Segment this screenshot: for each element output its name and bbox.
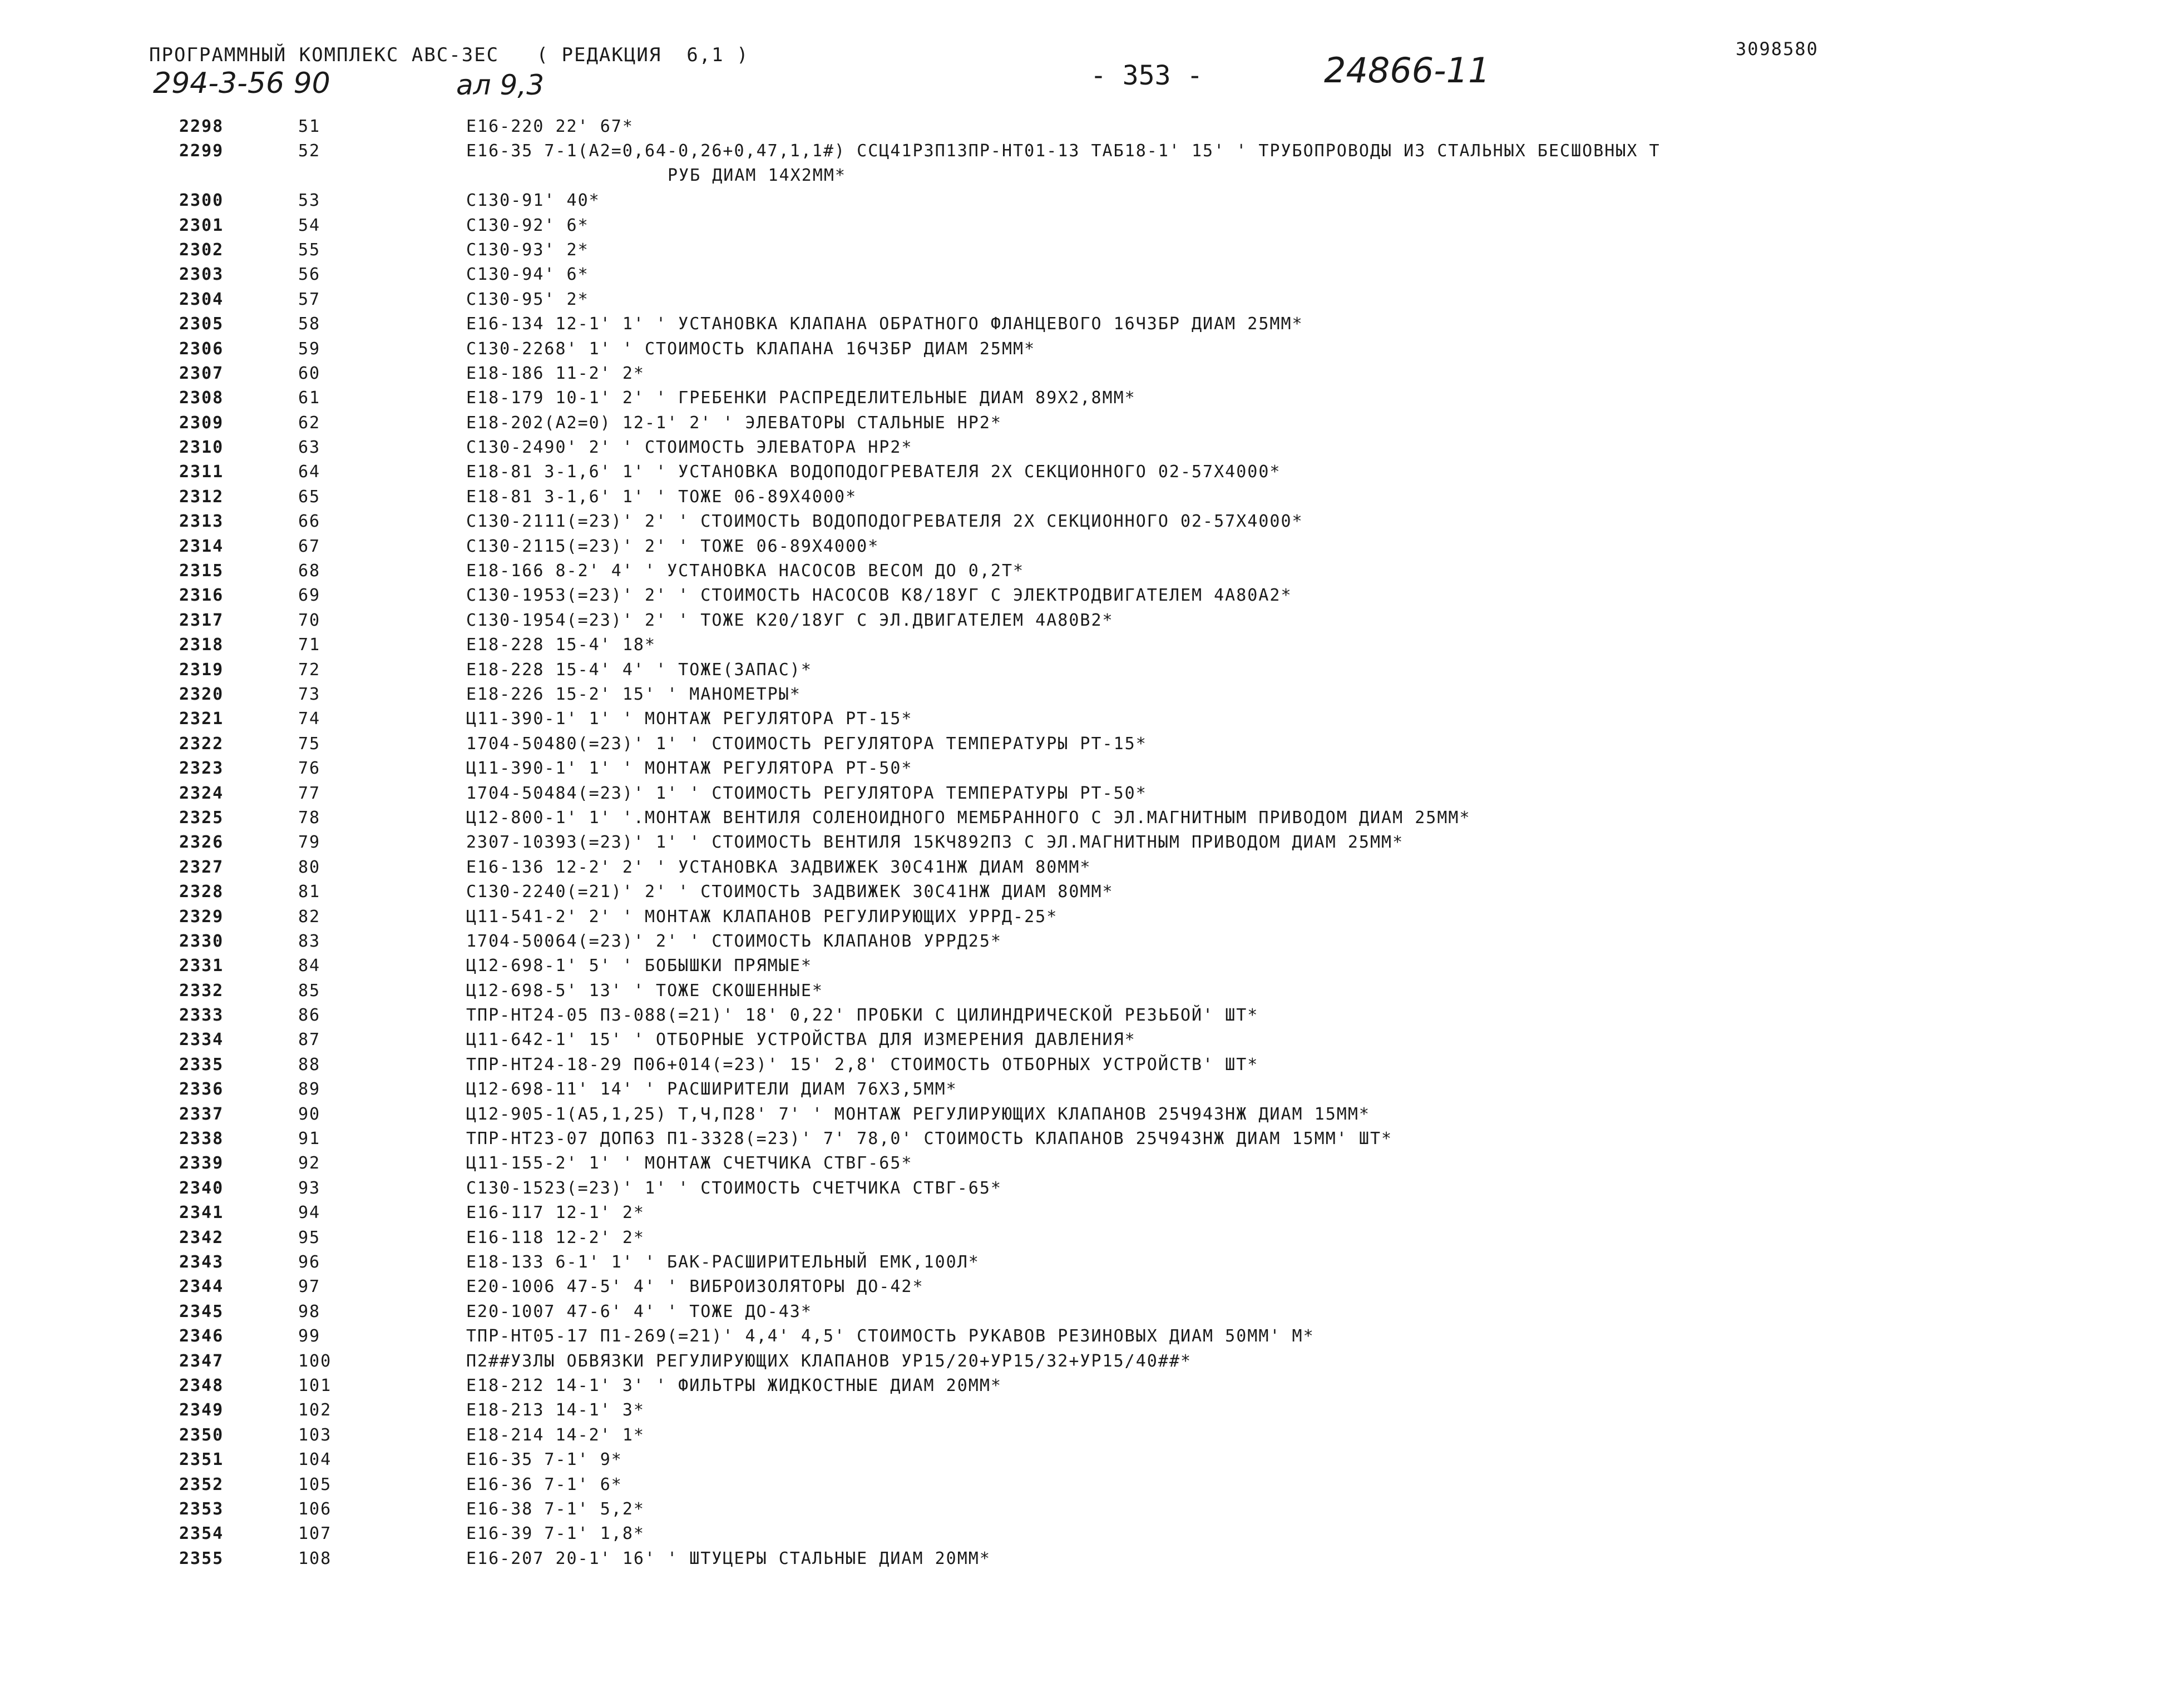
record-text-continuation: РУБ ДИАМ 14Х2ММ*: [668, 166, 846, 186]
record-text: С130-2268' 1' ' СТОИМОСТЬ КЛАПАНА 16Ч3БР ДИАМ 25ММ*: [466, 339, 1036, 359]
sequence-number: 58: [298, 314, 321, 334]
listing-row: [0, 1077, 2169, 1102]
sequence-number: 80: [298, 857, 321, 877]
sequence-number: 87: [298, 1030, 321, 1050]
listing-rows: [0, 115, 2169, 1571]
sequence-number: 70: [298, 610, 321, 630]
line-number: 2345: [179, 1301, 224, 1321]
record-text: 2307-10393(=23)' 1' ' СТОИМОСТЬ ВЕНТИЛЯ 15КЧ892П3 С ЭЛ.МАГНИТНЫМ ПРИВОДОМ ДИАМ 25ММ*: [466, 833, 1404, 853]
record-text: 1704-50484(=23)' 1' ' СТОИМОСТЬ РЕГУЛЯТОРА ТЕМПЕРАТУРЫ РТ-50*: [466, 783, 1147, 803]
record-text: Е18-81 3-1,6' 1' ' УСТАНОВКА ВОДОПОДОГРЕВАТЕЛЯ 2Х СЕКЦИОННОГО 02-57Х4000*: [466, 462, 1281, 482]
sequence-number: 62: [298, 413, 321, 433]
listing-row: [0, 682, 2169, 707]
sequence-number: 98: [298, 1301, 321, 1321]
listing-row: [0, 115, 2169, 139]
line-number: 2312: [179, 487, 224, 507]
listing-row: [0, 263, 2169, 287]
sequence-number: 102: [298, 1400, 332, 1420]
record-text: С130-2240(=21)' 2' ' СТОИМОСТЬ ЗАДВИЖЕК 30С41НЖ ДИАМ 80ММ*: [466, 882, 1114, 902]
sequence-number: 89: [298, 1080, 321, 1100]
handwritten-project-number: 294-3-56 90: [153, 67, 330, 100]
sequence-number: 78: [298, 808, 321, 828]
listing-row: [0, 435, 2169, 460]
listing-row: [0, 1473, 2169, 1497]
sequence-number: 63: [298, 438, 321, 458]
line-number: 2305: [179, 314, 224, 334]
line-number: 2301: [179, 215, 224, 235]
listing-row: [0, 238, 2169, 263]
record-text: Е20-1006 47-5' 4' ' ВИБРОИЗОЛЯТОРЫ ДО-42*: [466, 1277, 924, 1297]
listing-row: [0, 905, 2169, 929]
line-number: 2338: [179, 1129, 224, 1149]
record-text: Е16-220 22' 67*: [466, 117, 634, 136]
listing-row: [0, 707, 2169, 731]
sequence-number: 65: [298, 487, 321, 507]
line-number: 2327: [179, 857, 224, 877]
listing-row: [0, 806, 2169, 830]
line-number: 2303: [179, 265, 224, 285]
listing-row: [0, 1497, 2169, 1522]
listing-row: [0, 756, 2169, 781]
sequence-number: 75: [298, 734, 321, 754]
line-number: 2304: [179, 289, 224, 309]
sequence-number: 69: [298, 586, 321, 606]
sequence-number: 53: [298, 191, 321, 211]
line-number: 2339: [179, 1153, 224, 1174]
handwritten-album-note: ал 9,3: [456, 69, 545, 101]
record-text: Е18-133 6-1' 1' ' БАК-РАСШИРИТЕЛЬНЫЙ ЕМК,100Л*: [466, 1252, 980, 1272]
listing-row: [0, 830, 2169, 855]
line-number: 2332: [179, 981, 224, 1001]
line-number: 2344: [179, 1277, 224, 1297]
listing-row: [0, 312, 2169, 336]
record-text: Е18-213 14-1' 3*: [466, 1400, 645, 1420]
sequence-number: 61: [298, 388, 321, 408]
record-text: Е16-207 20-1' 16' ' ШТУЦЕРЫ СТАЛЬНЫЕ ДИАМ 20ММ*: [466, 1548, 991, 1568]
sequence-number: 103: [298, 1425, 332, 1445]
listing-row: [0, 732, 2169, 756]
sequence-number: 107: [298, 1524, 332, 1544]
record-text: Е16-35 7-1(А2=0,64-0,26+0,47,1,1#) ССЦ41Р3П13ПР-НТ01-13 ТАБ18-1' 15' ' ТРУБОПРОВОДЫ ИЗ СТАЛЬНЫХ БЕСШОВНЫХ Т: [466, 141, 1661, 161]
record-text: Ц11-642-1' 15' ' ОТБОРНЫЕ УСТРОЙСТВА ДЛЯ ИЗМЕРЕНИЯ ДАВЛЕНИЯ*: [466, 1030, 1136, 1050]
sequence-number: 57: [298, 289, 321, 309]
record-text: Е18-186 11-2' 2*: [466, 363, 645, 383]
line-number: 2337: [179, 1104, 224, 1124]
sequence-number: 101: [298, 1375, 332, 1395]
sequence-number: 84: [298, 956, 321, 976]
sequence-number: 72: [298, 660, 321, 680]
document-number: 24866-11: [1324, 50, 1490, 91]
line-number: 2319: [179, 660, 224, 680]
sequence-number: 55: [298, 240, 321, 260]
record-text: Е16-35 7-1' 9*: [466, 1450, 622, 1470]
line-number: 2354: [179, 1524, 224, 1544]
sequence-number: 91: [298, 1129, 321, 1149]
record-text: Е16-39 7-1' 1,8*: [466, 1524, 645, 1544]
program-title: ПРОГРАММНЫЙ КОМПЛЕКС АВС-3ЕС ( РЕДАКЦИЯ 6,1 ): [149, 44, 749, 66]
line-number: 2324: [179, 783, 224, 803]
listing-row: [0, 1275, 2169, 1299]
sequence-number: 86: [298, 1006, 321, 1026]
line-number: 2330: [179, 931, 224, 951]
record-text: Е16-118 12-2' 2*: [466, 1227, 645, 1247]
listing-row: [0, 880, 2169, 904]
line-number: 2347: [179, 1351, 224, 1371]
listing-row: [0, 608, 2169, 633]
record-text: Е18-212 14-1' 3' ' ФИЛЬТРЫ ЖИДКОСТНЫЕ ДИАМ 20ММ*: [466, 1375, 1002, 1395]
record-text: С130-1954(=23)' 2' ' ТОЖЕ К20/18УГ С ЭЛ.ДВИГАТЕЛЕМ 4А80В2*: [466, 610, 1114, 630]
listing-row: [0, 781, 2169, 806]
page-number: - 353 -: [1090, 60, 1203, 91]
listing-row: [0, 658, 2169, 682]
record-text: С130-1523(=23)' 1' ' СТОИМОСТЬ СЧЕТЧИКА СТВГ-65*: [466, 1178, 1002, 1198]
record-text: Е16-134 12-1' 1' ' УСТАНОВКА КЛАПАНА ОБРАТНОГО ФЛАНЦЕВОГО 16Ч3БР ДИАМ 25ММ*: [466, 314, 1303, 334]
listing-row: [0, 633, 2169, 657]
sequence-number: 67: [298, 536, 321, 556]
listing-row: [0, 214, 2169, 238]
line-number: 2322: [179, 734, 224, 754]
line-number: 2311: [179, 462, 224, 482]
line-number: 2316: [179, 586, 224, 606]
record-text: Е18-179 10-1' 2' ' ГРЕБЕНКИ РАСПРЕДЕЛИТЕЛЬНЫЕ ДИАМ 89Х2,8ММ*: [466, 388, 1136, 408]
line-number: 2323: [179, 759, 224, 779]
line-number: 2302: [179, 240, 224, 260]
sequence-number: 68: [298, 561, 321, 581]
sequence-number: 99: [298, 1326, 321, 1346]
record-text: Е18-166 8-2' 4' ' УСТАНОВКА НАСОСОВ ВЕСОМ ДО 0,2Т*: [466, 561, 1025, 581]
listing-row: [0, 386, 2169, 410]
sequence-number: 74: [298, 709, 321, 729]
record-text: Ц12-698-11' 14' ' РАСШИРИТЕЛИ ДИАМ 76Х3,5ММ*: [466, 1080, 957, 1100]
line-number: 2321: [179, 709, 224, 729]
listing-row: [0, 979, 2169, 1003]
line-number: 2352: [179, 1474, 224, 1494]
listing-row: [0, 929, 2169, 954]
sequence-number: 77: [298, 783, 321, 803]
sequence-number: 52: [298, 141, 321, 161]
record-text: С130-93' 2*: [466, 240, 589, 260]
listing-row: [0, 337, 2169, 362]
sequence-number: 79: [298, 833, 321, 853]
line-number: 2355: [179, 1548, 224, 1568]
sequence-number: 106: [298, 1499, 332, 1519]
record-text: С130-1953(=23)' 2' ' СТОИМОСТЬ НАСОСОВ К8/18УГ С ЭЛЕКТРОДВИГАТЕЛЕМ 4А80А2*: [466, 586, 1292, 606]
line-number: 2326: [179, 833, 224, 853]
record-text: Ц12-698-5' 13' ' ТОЖЕ СКОШЕННЫЕ*: [466, 981, 823, 1001]
sequence-number: 90: [298, 1104, 321, 1124]
line-number: 2320: [179, 685, 224, 704]
record-text: С130-2115(=23)' 2' ' ТОЖЕ 06-89Х4000*: [466, 536, 880, 556]
line-number: 2341: [179, 1203, 224, 1223]
line-number: 2313: [179, 512, 224, 532]
record-text: Е18-81 3-1,6' 1' ' ТОЖЕ 06-89Х4000*: [466, 487, 857, 507]
listing-row: [0, 1003, 2169, 1028]
record-text: ТПР-НТ24-18-29 П06+014(=23)' 15' 2,8' СТОИМОСТЬ ОТБОРНЫХ УСТРОЙСТВ' ШТ*: [466, 1054, 1259, 1075]
listing-row: [0, 362, 2169, 386]
line-number: 2350: [179, 1425, 224, 1445]
sequence-number: 108: [298, 1548, 332, 1568]
line-number: 2342: [179, 1227, 224, 1247]
line-number: 2333: [179, 1006, 224, 1026]
sequence-number: 85: [298, 981, 321, 1001]
record-text: Е16-136 12-2' 2' ' УСТАНОВКА ЗАДВИЖЕК 30С41НЖ ДИАМ 80ММ*: [466, 857, 1091, 877]
record-text: 1704-50480(=23)' 1' ' СТОИМОСТЬ РЕГУЛЯТОРА ТЕМПЕРАТУРЫ РТ-15*: [466, 734, 1147, 754]
listing-row: [0, 411, 2169, 435]
record-text: Е18-228 15-4' 4' ' ТОЖЕ(ЗАПАС)*: [466, 660, 812, 680]
sequence-number: 97: [298, 1277, 321, 1297]
line-number: 2318: [179, 635, 224, 655]
listing-row: [0, 855, 2169, 880]
record-text: Е18-228 15-4' 18*: [466, 635, 656, 655]
sequence-number: 88: [298, 1054, 321, 1075]
line-number: 2351: [179, 1450, 224, 1470]
listing-row: [0, 1374, 2169, 1398]
document-code: 3098580: [1736, 38, 1819, 60]
sequence-number: 83: [298, 931, 321, 951]
listing-row: [0, 139, 2169, 189]
line-number: 2335: [179, 1054, 224, 1075]
line-number: 2343: [179, 1252, 224, 1272]
line-number: 2298: [179, 117, 224, 136]
sequence-number: 100: [298, 1351, 332, 1371]
record-text: ТПР-НТ24-05 П3-088(=21)' 18' 0,22' ПРОБКИ С ЦИЛИНДРИЧЕСКОЙ РЕЗЬБОЙ' ШТ*: [466, 1006, 1259, 1026]
record-text: С130-2490' 2' ' СТОИМОСТЬ ЭЛЕВАТОРА НР2*: [466, 438, 913, 458]
listing-row: [0, 1547, 2169, 1571]
record-text: С130-91' 40*: [466, 191, 600, 211]
listing-row: [0, 1151, 2169, 1176]
sequence-number: 93: [298, 1178, 321, 1198]
listing-row: [0, 1423, 2169, 1448]
line-number: 2300: [179, 191, 224, 211]
record-text: Е16-117 12-1' 2*: [466, 1203, 645, 1223]
record-text: ТПР-НТ23-07 ДОП63 П1-3328(=23)' 7' 78,0' СТОИМОСТЬ КЛАПАНОВ 25Ч943НЖ ДИАМ 15ММ' ШТ*: [466, 1129, 1393, 1149]
record-text: 1704-50064(=23)' 2' ' СТОИМОСТЬ КЛАПАНОВ УРРД25*: [466, 931, 1002, 951]
listing-row: [0, 1102, 2169, 1127]
sequence-number: 60: [298, 363, 321, 383]
sequence-number: 94: [298, 1203, 321, 1223]
record-text: ТПР-НТ05-17 П1-269(=21)' 4,4' 4,5' СТОИМОСТЬ РУКАВОВ РЕЗИНОВЫХ ДИАМ 50ММ' М*: [466, 1326, 1315, 1346]
listing-row: [0, 1300, 2169, 1324]
sequence-number: 64: [298, 462, 321, 482]
sequence-number: 92: [298, 1153, 321, 1174]
listing-row: [0, 1522, 2169, 1546]
line-number: 2328: [179, 882, 224, 902]
record-text: Ц11-390-1' 1' ' МОНТАЖ РЕГУЛЯТОРА РТ-15*: [466, 709, 913, 729]
listing-row: [0, 509, 2169, 534]
record-text: Ц11-390-1' 1' ' МОНТАЖ РЕГУЛЯТОРА РТ-50*: [466, 759, 913, 779]
record-text: П2##УЗЛЫ ОБВЯЗКИ РЕГУЛИРУЮЩИХ КЛАПАНОВ УР15/20+УР15/32+УР15/40##*: [466, 1351, 1192, 1371]
line-number: 2348: [179, 1375, 224, 1395]
sequence-number: 81: [298, 882, 321, 902]
sequence-number: 96: [298, 1252, 321, 1272]
sequence-number: 59: [298, 339, 321, 359]
sequence-number: 71: [298, 635, 321, 655]
listing-row: [0, 1448, 2169, 1472]
listing-row: [0, 1398, 2169, 1423]
line-number: 2329: [179, 907, 224, 927]
listing-row: [0, 189, 2169, 213]
line-number: 2334: [179, 1030, 224, 1050]
sequence-number: 104: [298, 1450, 332, 1470]
line-number: 2317: [179, 610, 224, 630]
record-text: Ц11-541-2' 2' ' МОНТАЖ КЛАПАНОВ РЕГУЛИРУЮЩИХ УРРД-25*: [466, 907, 1058, 927]
record-text: С130-95' 2*: [466, 289, 589, 309]
line-number: 2340: [179, 1178, 224, 1198]
listing-row: [0, 1053, 2169, 1077]
sequence-number: 76: [298, 759, 321, 779]
line-number: 2336: [179, 1080, 224, 1100]
sequence-number: 66: [298, 512, 321, 532]
record-text: Ц12-905-1(А5,1,25) Т,Ч,П28' 7' ' МОНТАЖ РЕГУЛИРУЮЩИХ КЛАПАНОВ 25Ч943НЖ ДИАМ 15ММ*: [466, 1104, 1370, 1124]
record-text: Ц12-800-1' 1' '.МОНТАЖ ВЕНТИЛЯ СОЛЕНОИДНОГО МЕМБРАННОГО С ЭЛ.МАГНИТНЫМ ПРИВОДОМ ДИАМ 25ММ*: [466, 808, 1471, 828]
record-text: Е18-226 15-2' 15' ' МАНОМЕТРЫ*: [466, 685, 801, 704]
sequence-number: 56: [298, 265, 321, 285]
listing-row: [0, 534, 2169, 559]
listing-row: [0, 1028, 2169, 1052]
record-text: Ц12-698-1' 5' ' БОБЫШКИ ПРЯМЫЕ*: [466, 956, 812, 976]
listing-row: [0, 1349, 2169, 1374]
line-number: 2308: [179, 388, 224, 408]
record-text: Е16-38 7-1' 5,2*: [466, 1499, 645, 1519]
line-number: 2353: [179, 1499, 224, 1519]
listing-row: [0, 460, 2169, 484]
record-text: С130-2111(=23)' 2' ' СТОИМОСТЬ ВОДОПОДОГРЕВАТЕЛЯ 2Х СЕКЦИОННОГО 02-57Х4000*: [466, 512, 1303, 532]
sequence-number: 51: [298, 117, 321, 136]
record-text: С130-92' 6*: [466, 215, 589, 235]
sequence-number: 82: [298, 907, 321, 927]
record-text: Е18-214 14-2' 1*: [466, 1425, 645, 1445]
listing-row: [0, 1226, 2169, 1250]
line-number: 2331: [179, 956, 224, 976]
line-number: 2310: [179, 438, 224, 458]
line-number: 2314: [179, 536, 224, 556]
record-text: Е20-1007 47-6' 4' ' ТОЖЕ ДО-43*: [466, 1301, 812, 1321]
listing-row: [0, 1201, 2169, 1225]
listing-row: [0, 559, 2169, 583]
line-number: 2349: [179, 1400, 224, 1420]
line-number: 2346: [179, 1326, 224, 1346]
listing-row: [0, 485, 2169, 509]
record-text: Е16-36 7-1' 6*: [466, 1474, 622, 1494]
listing-row: [0, 1250, 2169, 1275]
sequence-number: 95: [298, 1227, 321, 1247]
line-number: 2315: [179, 561, 224, 581]
sequence-number: 54: [298, 215, 321, 235]
listing-row: [0, 583, 2169, 608]
line-number: 2306: [179, 339, 224, 359]
line-number: 2299: [179, 141, 224, 161]
record-text: С130-94' 6*: [466, 265, 589, 285]
line-number: 2309: [179, 413, 224, 433]
listing-row: [0, 1127, 2169, 1151]
record-text: Ц11-155-2' 1' ' МОНТАЖ СЧЕТЧИКА СТВГ-65*: [466, 1153, 913, 1174]
listing-row: [0, 1176, 2169, 1201]
line-number: 2325: [179, 808, 224, 828]
sequence-number: 105: [298, 1474, 332, 1494]
listing-row: [0, 288, 2169, 312]
listing-row: [0, 1324, 2169, 1349]
listing-row: [0, 954, 2169, 978]
sequence-number: 73: [298, 685, 321, 704]
record-text: Е18-202(А2=0) 12-1' 2' ' ЭЛЕВАТОРЫ СТАЛЬНЫЕ НР2*: [466, 413, 1002, 433]
line-number: 2307: [179, 363, 224, 383]
